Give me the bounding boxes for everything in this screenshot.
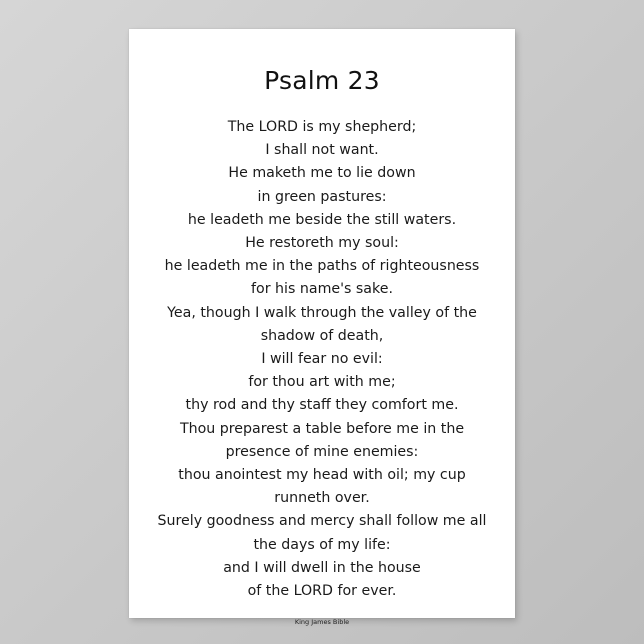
verse-line: thy rod and thy staff they comfort me. <box>185 397 459 414</box>
verse-line: he leadeth me beside the still waters. <box>187 211 457 228</box>
verse-line: shadow of death, <box>260 327 384 344</box>
verse-line: I will fear no evil: <box>261 351 383 368</box>
verse-line: He restoreth my soul: <box>245 235 399 252</box>
psalm-text <box>129 116 515 603</box>
verse-line: runneth over. <box>274 490 370 507</box>
verse-line: presence of mine enemies: <box>225 443 419 460</box>
verse-line: of the LORD for ever. <box>247 583 397 600</box>
verse-line: and I will dwell in the house <box>223 559 421 576</box>
verse-line: the days of my life: <box>253 536 391 553</box>
verse-line: thou anointest my head with oil; my cup <box>178 467 466 484</box>
verse-line: for his name's sake. <box>251 281 393 298</box>
verse-line: Thou preparest a table before me in the <box>179 420 465 437</box>
verse-line: The LORD is my shepherd; <box>227 119 417 135</box>
poster <box>129 29 515 626</box>
verse-line: Yea, though I walk through the valley of the <box>167 304 477 321</box>
verse-line: in green pastures: <box>257 188 387 205</box>
verse-line: I shall not want. <box>265 142 379 159</box>
verse-line: he leadeth me in the paths of righteousness <box>164 258 480 275</box>
verse-line: He maketh me to lie down <box>228 165 416 182</box>
verse-line: for thou art with me; <box>248 374 396 391</box>
poster-title: Psalm 23 <box>264 66 380 95</box>
verse-line: Surely goodness and mercy shall follow me all <box>157 513 487 530</box>
attribution: King James Bible <box>294 618 350 626</box>
